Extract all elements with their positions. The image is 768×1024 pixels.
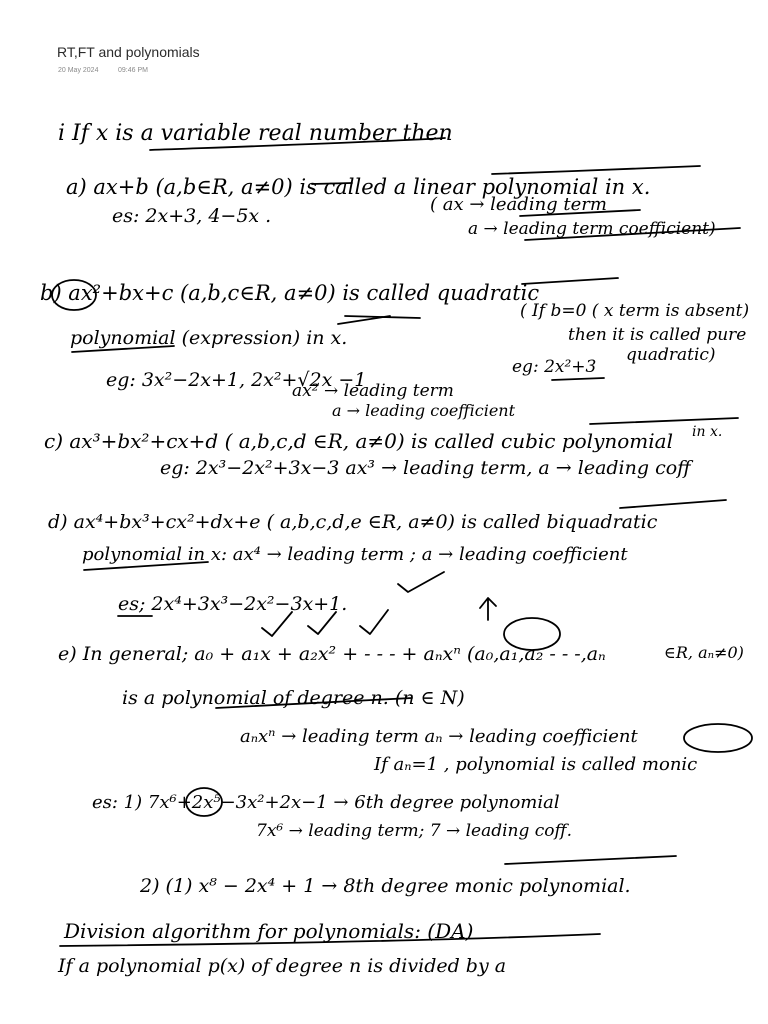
- handwriting-line-9b: in x.: [692, 424, 723, 440]
- page-title: RT,FT and polynomials: [57, 44, 200, 60]
- handwriting-line-6c: then it is called pure: [568, 325, 747, 345]
- handwriting-line-15: is a polynomial of degree n. (n ∈ N): [122, 687, 465, 709]
- handwriting-line-8: ax² → leading term: [292, 381, 454, 401]
- underline-biquadratic: [620, 500, 726, 508]
- handwriting-line-10: eg: 2x³−2x²+3x−3 ax³ → leading term, a → leading coff: [160, 457, 691, 479]
- handwriting-line-22: If a polynomial p(x) of degree n is divided by a: [58, 955, 507, 977]
- handwriting-line-13: es; 2x⁴+3x³−2x²−3x+1.: [118, 593, 348, 615]
- up-arrow: [480, 598, 496, 620]
- handwriting-line-12: polynomial in x: ax⁴ → leading term ; a → leading coefficient: [82, 544, 628, 565]
- handwriting-line-6b: ( If b=0 ( x term is absent): [520, 301, 750, 321]
- handwriting-line-4b: a → leading term coefficient): [468, 219, 716, 239]
- underline-linear: [492, 166, 700, 174]
- note-time: 09:46 PM: [118, 67, 148, 74]
- check-mark-1: [398, 572, 444, 592]
- handwriting-line-2: a) ax+b (a,b∈R, a≠0) is called a linear polynomial in x.: [66, 175, 651, 199]
- circle-monic: [684, 724, 752, 752]
- handwriting-line-21: Division algorithm for polynomials: (DA): [64, 919, 474, 943]
- handwriting-line-11: d) ax⁴+bx³+cx²+dx+e ( a,b,c,d,e ∈R, a≠0) is called biquadratic: [48, 511, 658, 533]
- note-date: 20 May 2024: [58, 67, 99, 74]
- handwriting-line-14: e) In general; a₀ + a₁x + a₂x² + - - - + aₙxⁿ (a₀,a₁,a₂ - - -,aₙ: [58, 643, 606, 665]
- handwriting-line-17: If aₙ=1 , polynomial is called monic: [374, 754, 698, 775]
- handwriting-line-1: i If x is a variable real number then: [58, 121, 453, 146]
- handwriting-line-4a: ( ax → leading term: [430, 194, 607, 215]
- handwriting-line-16: aₙxⁿ → leading term aₙ → leading coefficient: [240, 726, 638, 747]
- underline-a-neq-0: [312, 183, 352, 184]
- handwriting-line-18: es: 1) 7x⁶+2x⁵−3x²+2x−1 → 6th degree polynomial: [92, 792, 560, 813]
- handwriting-line-8b: a → leading coefficient: [332, 401, 516, 420]
- handwriting-line-6d: quadratic): [626, 345, 716, 365]
- handwriting-line-3: es: 2x+3, 4−5x .: [112, 205, 272, 227]
- strike-x-term: [338, 316, 420, 324]
- handwriting-line-7: eg: 3x²−2x+1, 2x²+√2x −1: [106, 369, 367, 391]
- handwriting-line-6: polynomial (expression) in x.: [70, 327, 348, 349]
- handwriting-line-14b: ∈R, aₙ≠0): [664, 643, 744, 662]
- handwriting-line-5: b) ax²+bx+c (a,b,c∈R, a≠0) is called quadratic: [40, 281, 540, 305]
- underline-monic-polynomial: [505, 856, 676, 864]
- handwriting-line-9: c) ax³+bx²+cx+d ( a,b,c,d ∈R, a≠0) is called cubic polynomial: [44, 429, 673, 453]
- underline-eg-2x2: [552, 378, 604, 380]
- handwriting-line-19: 7x⁶ → leading term; 7 → leading coff.: [256, 821, 572, 841]
- handwriting-line-7b: eg: 2x²+3: [512, 357, 597, 377]
- handwriting-line-20: 2) (1) x⁸ − 2x⁴ + 1 → 8th degree monic polynomial.: [140, 875, 631, 897]
